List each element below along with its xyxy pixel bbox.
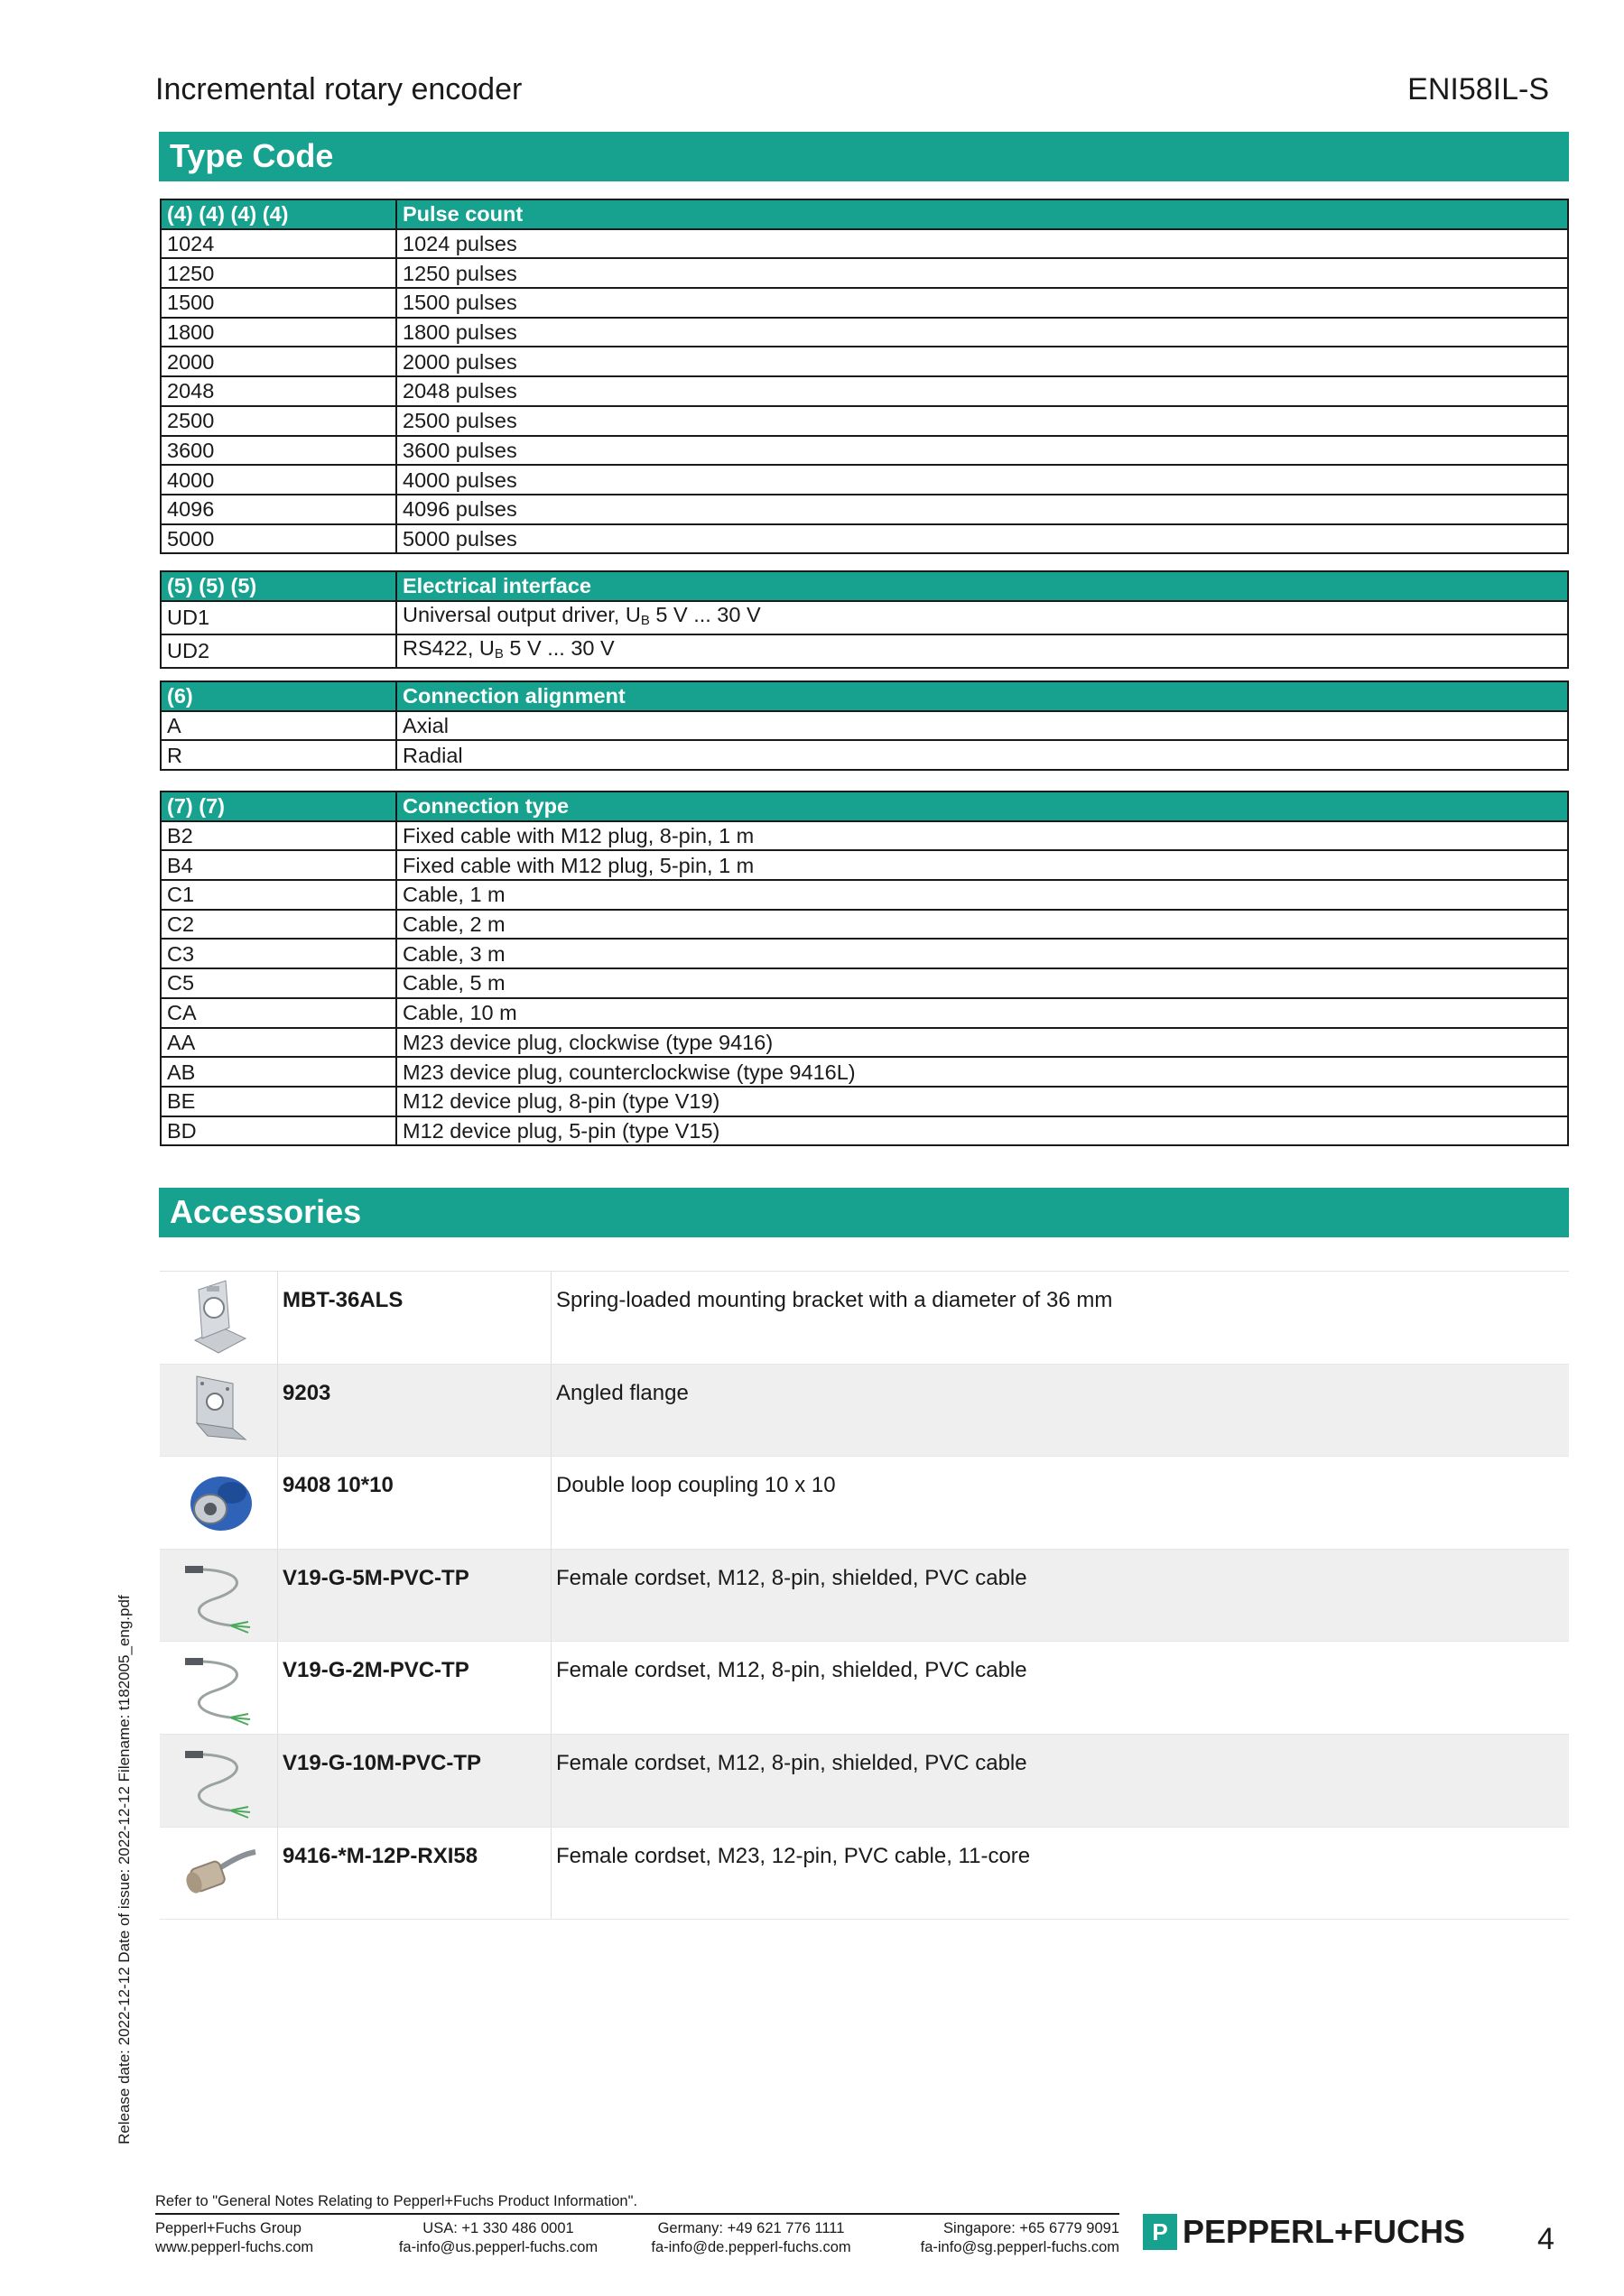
accessory-description: Female cordset, M12, 8-pin, shielded, PVC cable bbox=[556, 1565, 1027, 1590]
code-cell: 4000 bbox=[161, 465, 396, 495]
code-cell: 2000 bbox=[161, 347, 396, 376]
table-row bbox=[161, 939, 1568, 968]
code-cell: 3600 bbox=[161, 436, 396, 466]
accessory-row bbox=[160, 1828, 1569, 1921]
desc-header: Connection alignment bbox=[396, 681, 1568, 711]
footer-note: Refer to "General Notes Relating to Pepperl+Fuchs Product Information". bbox=[155, 2193, 638, 2209]
contact-email[interactable]: fa-info@us.pepperl-fuchs.com bbox=[398, 2239, 599, 2255]
electrical-interface-table bbox=[160, 570, 1569, 669]
code-cell: C3 bbox=[161, 939, 396, 968]
table-row bbox=[161, 229, 1568, 259]
code-cell: C1 bbox=[161, 880, 396, 910]
desc-cell: 1250 pulses bbox=[396, 258, 1568, 288]
cordset-icon bbox=[160, 1735, 278, 1827]
contact-link[interactable]: www.pepperl-fuchs.com bbox=[155, 2239, 314, 2255]
code-cell: BE bbox=[161, 1087, 396, 1116]
code-cell: UD2 bbox=[161, 634, 396, 668]
document-title: Incremental rotary encoder bbox=[155, 72, 523, 106]
accessory-description: Spring-loaded mounting bracket with a diameter of 36 mm bbox=[556, 1288, 1113, 1312]
m23-connector-icon bbox=[160, 1828, 278, 1920]
desc-cell: 2048 pulses bbox=[396, 376, 1568, 406]
connection-alignment-table bbox=[160, 680, 1569, 771]
desc-cell: Axial bbox=[396, 711, 1568, 741]
desc-cell: 1800 pulses bbox=[396, 318, 1568, 347]
code-cell: B4 bbox=[161, 850, 396, 880]
desc-cell: Fixed cable with M12 plug, 5-pin, 1 m bbox=[396, 850, 1568, 880]
table-row bbox=[161, 634, 1568, 668]
accessory-row bbox=[160, 1457, 1569, 1550]
desc-cell: 1500 pulses bbox=[396, 288, 1568, 318]
desc-cell: M12 device plug, 8-pin (type V19) bbox=[396, 1087, 1568, 1116]
code-cell: AA bbox=[161, 1028, 396, 1058]
code-cell: 4096 bbox=[161, 495, 396, 524]
code-cell: C5 bbox=[161, 968, 396, 998]
page-number: 4 bbox=[1537, 2222, 1554, 2256]
code-cell: 1024 bbox=[161, 229, 396, 259]
accessories-heading: Accessories bbox=[159, 1188, 1569, 1237]
company-logo bbox=[1143, 2213, 1465, 2251]
coupling-icon bbox=[160, 1457, 278, 1549]
accessories-list bbox=[160, 1271, 1569, 1920]
code-cell: B2 bbox=[161, 821, 396, 851]
contact-germany bbox=[643, 2219, 859, 2257]
code-cell: 5000 bbox=[161, 524, 396, 554]
desc-cell: 1024 pulses bbox=[396, 229, 1568, 259]
desc-cell: Radial bbox=[396, 740, 1568, 770]
table-row bbox=[161, 347, 1568, 376]
code-header: (7) (7) bbox=[161, 792, 396, 821]
desc-header: Connection type bbox=[396, 792, 1568, 821]
table-row bbox=[161, 968, 1568, 998]
contact-phone: Germany: +49 621 776 1111 bbox=[657, 2220, 845, 2236]
table-row bbox=[161, 1116, 1568, 1146]
table-row bbox=[161, 601, 1568, 634]
accessory-name: MBT-36ALS bbox=[278, 1272, 552, 1364]
code-cell: A bbox=[161, 711, 396, 741]
table-row bbox=[161, 288, 1568, 318]
table-row bbox=[161, 1057, 1568, 1087]
desc-cell: 4000 pulses bbox=[396, 465, 1568, 495]
cordset-icon bbox=[160, 1642, 278, 1734]
desc-cell: Cable, 2 m bbox=[396, 910, 1568, 940]
accessory-name: V19-G-2M-PVC-TP bbox=[278, 1642, 552, 1734]
desc-cell: Cable, 10 m bbox=[396, 998, 1568, 1028]
contact-group bbox=[155, 2219, 313, 2257]
table-row bbox=[161, 1087, 1568, 1116]
accessory-name: 9203 bbox=[278, 1365, 552, 1457]
accessory-description: Female cordset, M12, 8-pin, shielded, PVC cable bbox=[556, 1750, 1027, 1775]
desc-cell: 2000 pulses bbox=[396, 347, 1568, 376]
table-row bbox=[161, 740, 1568, 770]
logo-text: PEPPERL+FUCHS bbox=[1183, 2213, 1466, 2250]
accessory-row bbox=[160, 1365, 1569, 1458]
code-cell: 1500 bbox=[161, 288, 396, 318]
footer-divider bbox=[155, 2213, 1119, 2215]
connection-type-table bbox=[160, 791, 1569, 1146]
table-header-row bbox=[161, 199, 1568, 229]
accessory-row bbox=[160, 1272, 1569, 1365]
desc-cell: 2500 pulses bbox=[396, 406, 1568, 436]
desc-cell: M23 device plug, clockwise (type 9416) bbox=[396, 1028, 1568, 1058]
table-row bbox=[161, 436, 1568, 466]
code-cell: C2 bbox=[161, 910, 396, 940]
desc-cell: Cable, 3 m bbox=[396, 939, 1568, 968]
contact-email[interactable]: fa-info@sg.pepperl-fuchs.com bbox=[920, 2239, 1119, 2255]
accessory-name: V19-G-10M-PVC-TP bbox=[278, 1735, 552, 1827]
table-row bbox=[161, 850, 1568, 880]
accessory-description: Female cordset, M23, 12-pin, PVC cable, 11-core bbox=[556, 1843, 1031, 1868]
accessory-row bbox=[160, 1642, 1569, 1735]
logo-mark-icon: P bbox=[1143, 2214, 1177, 2250]
accessory-row bbox=[160, 1735, 1569, 1828]
contact-phone: Singapore: +65 6779 9091 bbox=[943, 2220, 1119, 2236]
table-row bbox=[161, 880, 1568, 910]
desc-header: Pulse count bbox=[396, 199, 1568, 229]
accessory-description: Angled flange bbox=[556, 1380, 689, 1405]
table-row bbox=[161, 258, 1568, 288]
table-header-row bbox=[161, 792, 1568, 821]
desc-cell: M23 device plug, counterclockwise (type 9416L) bbox=[396, 1057, 1568, 1087]
table-header-row bbox=[161, 571, 1568, 601]
table-row bbox=[161, 495, 1568, 524]
cordset-icon bbox=[160, 1550, 278, 1642]
code-cell: 1800 bbox=[161, 318, 396, 347]
table-row bbox=[161, 998, 1568, 1028]
table-row bbox=[161, 711, 1568, 741]
table-row bbox=[161, 910, 1568, 940]
desc-cell: 4096 pulses bbox=[396, 495, 1568, 524]
pulse-count-table bbox=[160, 199, 1569, 554]
code-cell: 1250 bbox=[161, 258, 396, 288]
code-cell: 2048 bbox=[161, 376, 396, 406]
code-cell: AB bbox=[161, 1057, 396, 1087]
desc-cell: Cable, 5 m bbox=[396, 968, 1568, 998]
mounting-bracket-icon bbox=[160, 1272, 278, 1364]
release-info: Release date: 2022-12-12 Date of issue: 2022-12-12 Filename: t182005_eng.pdf bbox=[116, 1595, 133, 2144]
desc-cell: Fixed cable with M12 plug, 8-pin, 1 m bbox=[396, 821, 1568, 851]
desc-cell: RS422, $U_B$ 5 V ... 30 V bbox=[396, 634, 1568, 668]
type-code-heading: Type Code bbox=[159, 132, 1569, 181]
table-row bbox=[161, 376, 1568, 406]
desc-header: Electrical interface bbox=[396, 571, 1568, 601]
desc-cell: 5000 pulses bbox=[396, 524, 1568, 554]
code-header: (6) bbox=[161, 681, 396, 711]
contact-usa bbox=[390, 2219, 607, 2257]
accessory-description: Female cordset, M12, 8-pin, shielded, PVC cable bbox=[556, 1658, 1027, 1683]
code-header: (5) (5) (5) bbox=[161, 571, 396, 601]
accessory-name: 9416-*M-12P-RXI58 bbox=[278, 1828, 552, 1920]
accessory-name: 9408 10*10 bbox=[278, 1457, 552, 1549]
code-cell: 2500 bbox=[161, 406, 396, 436]
code-cell: R bbox=[161, 740, 396, 770]
contact-singapore bbox=[894, 2219, 1119, 2257]
table-row bbox=[161, 821, 1568, 851]
contact-phone: USA: +1 330 486 0001 bbox=[422, 2220, 574, 2236]
product-model: ENI58IL-S bbox=[1407, 72, 1549, 106]
table-row bbox=[161, 1028, 1568, 1058]
code-cell: BD bbox=[161, 1116, 396, 1146]
desc-cell: Cable, 1 m bbox=[396, 880, 1568, 910]
table-row bbox=[161, 318, 1568, 347]
desc-cell: M12 device plug, 5-pin (type V15) bbox=[396, 1116, 1568, 1146]
code-cell: UD1 bbox=[161, 601, 396, 634]
table-header-row bbox=[161, 681, 1568, 711]
angled-flange-icon bbox=[160, 1365, 278, 1457]
code-cell: CA bbox=[161, 998, 396, 1028]
desc-cell: Universal output driver, $U_B$ 5 V ... 30 V bbox=[396, 601, 1568, 634]
table-row bbox=[161, 524, 1568, 554]
contact-label: Pepperl+Fuchs Group bbox=[155, 2220, 302, 2236]
table-row bbox=[161, 406, 1568, 436]
accessory-description: Double loop coupling 10 x 10 bbox=[556, 1473, 836, 1498]
accessory-row bbox=[160, 1550, 1569, 1643]
code-header: (4) (4) (4) (4) bbox=[161, 199, 396, 229]
desc-cell: 3600 pulses bbox=[396, 436, 1568, 466]
accessory-name: V19-G-5M-PVC-TP bbox=[278, 1550, 552, 1642]
contact-email[interactable]: fa-info@de.pepperl-fuchs.com bbox=[651, 2239, 851, 2255]
table-row bbox=[161, 465, 1568, 495]
